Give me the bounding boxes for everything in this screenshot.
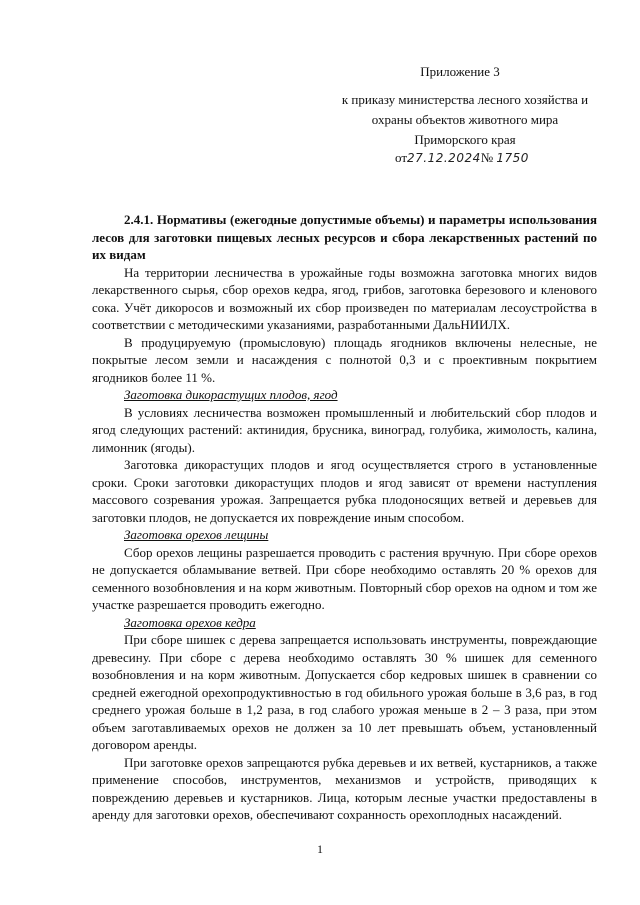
subheading-fruits-berries: Заготовка дикорастущих плодов, ягод [124,387,338,402]
appendix-label: Приложение 3 [420,64,500,79]
subheading-hazelnut: Заготовка орехов лещины [124,527,269,542]
handwritten-number: 1750 [496,151,529,165]
paragraph-intro: На территории лесничества в урожайные годы возможна заготовка многих видов лекарственного сырья, сбор орехов кедра, ягод, грибов, заготовка березового и кленового сока. Учёт дикоросов и возможный их сбор произведен по материалам лесоустройства в соответствии с методическими указаниями, разработанными ДальНИИЛХ. [92,264,597,332]
order-line-3: Приморского края [414,132,516,147]
appendix-header [330,62,590,82]
date-prefix: от [395,150,408,165]
paragraph-productive-area: В продуцируемую (промысловую) площадь ягодников включены нелесные, не покрытые лесом земли и насаждения с полнотой 0,3 и с проективным покрытием ягодников более 11 %. [92,334,597,385]
paragraph-cedar-restrictions: При заготовке орехов запрещаются рубка деревьев и их ветвей, кустарников, а также применение способов, инструментов, механизмов и устройств, приводящих к повреждению деревьев и кустарников. Лица, которым лесные участки предоставлены в аренду для заготовки орехов, обеспечивают сохранность орехоплодных насаждений. [92,754,597,822]
section-title: 2.4.1. Нормативы (ежегодные допустимые объемы) и параметры использования лесов для заготовки пищевых лесных ресурсов и сбора лекарственных растений по их видам [92,212,597,262]
paragraph-hazelnut: Сбор орехов лещины разрешается проводить с растения вручную. При сборе орехов не допускается обламывание ветвей. При сборе необходимо оставлять 20 % орехов для семенного возобновления и на корм животным. Повторный сбор орехов на одном и том же участке разрешается проводить ежегодно. [92,544,597,612]
order-date-number [395,150,529,166]
order-reference [320,90,610,150]
subheading-cedar-nuts: Заготовка орехов кедра [124,614,256,630]
page-number: 1 [317,842,323,856]
handwritten-date: 27.12.2024 [407,151,481,165]
order-line-1: к приказу министерства лесного хозяйства и [341,92,589,107]
paragraph-cedar-cones: При сборе шишек с дерева запрещается использовать инструменты, повреждающие древесину. При сборе с дерева необходимо оставлять 30 % шишек для семенного возобновления и на корм животным. Допускается сбор кедровых шишек в сравнении со средней ежегодной орехопродуктивностью в год обильного урожая больше в 3,6 раз, в год среднего урожая больше в 1,2 раза, в год слабого урожая меньше в 2 – 3 раза, при этом объем заготавливаемых орехов не должен за 10 лет превышать объем, установленный договором аренды. [92,632,597,752]
document-body [92,211,597,824]
number-prefix: № [480,150,494,165]
paragraph-fruits-rules: Заготовка дикорастущих плодов и ягод осуществляется строго в установленные сроки. Сроки заготовки дикорастущих плодов и ягод зависят от времени наступления массового созревания урожая. Запрещается рубка плодоносящих ветвей и деревьев для заготовки плодов, не допускается их повреждение иным способом. [92,457,597,525]
paragraph-fruits-species: В условиях лесничества возможен промышленный и любительский сбор плодов и ягод следующих растений: актинидия, брусника, виноград, голубика, жимолость, калина, лимонник (ягоды). [92,404,597,455]
order-line-2: охраны объектов животного мира [371,112,559,127]
